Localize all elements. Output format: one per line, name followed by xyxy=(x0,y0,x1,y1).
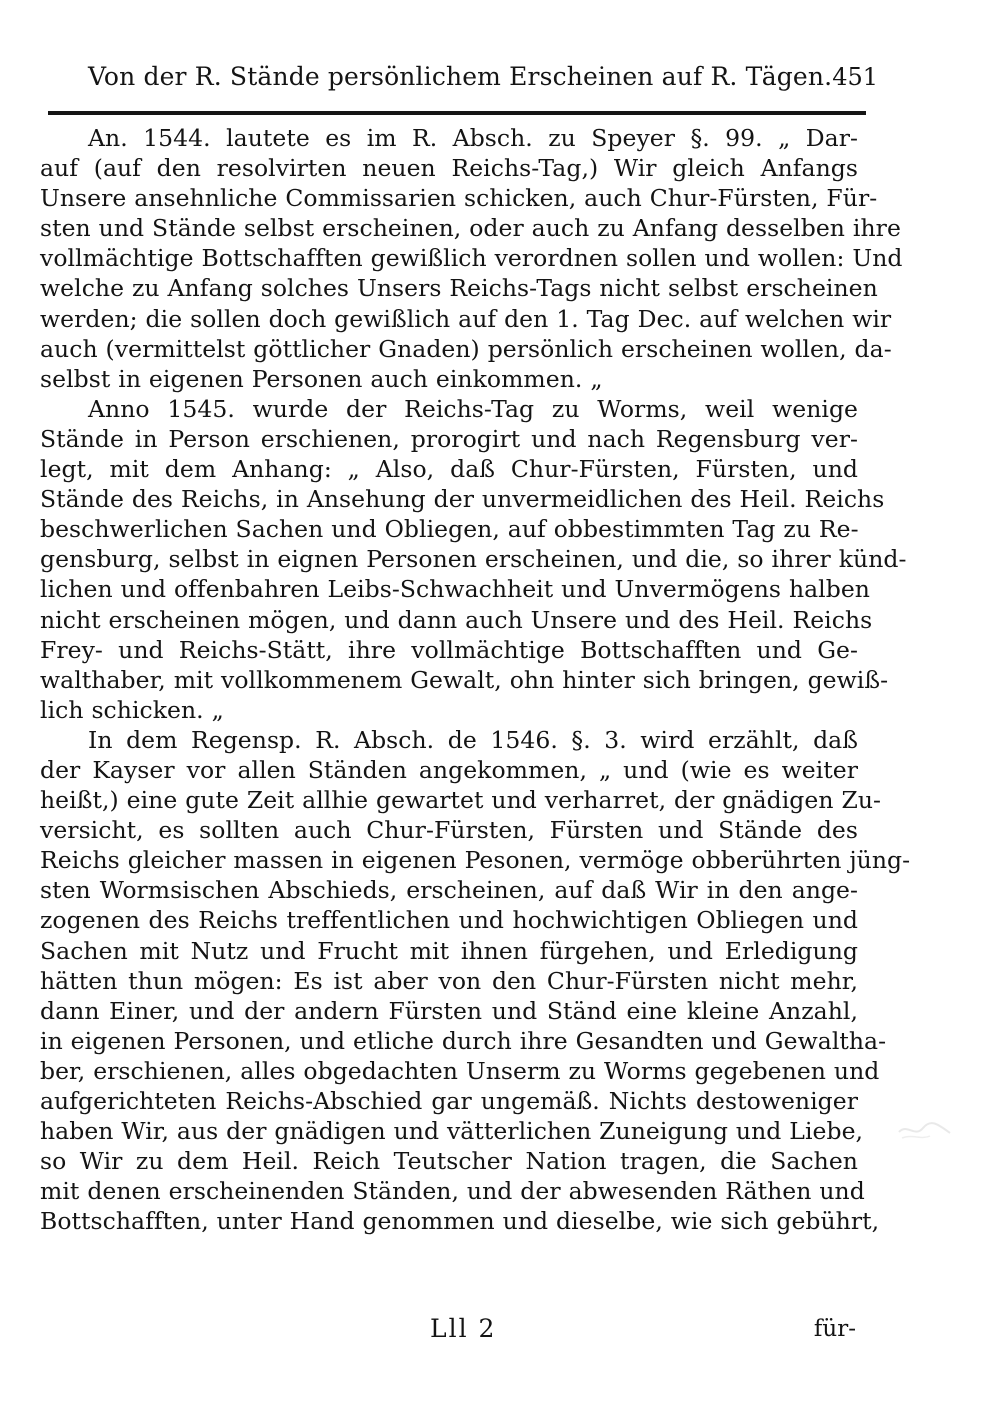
text-line: In dem Regensp. R. Absch. de 1546. §. 3. wird erzählt, daß xyxy=(88,725,858,754)
running-head: Von der R. Stände persönlichem Erscheinen auf R. Tägen. xyxy=(88,62,833,91)
text-line: vollmächtige Bottschafften gewißlich verordnen sollen und wollen: Und xyxy=(40,244,903,273)
text-line: Stände des Reichs, in Ansehung der unvermeidlichen des Heil. Reichs xyxy=(40,485,885,514)
text-line: Sachen mit Nutz und Frucht mit ihnen fürgehen, und Erledigung xyxy=(40,936,858,965)
main-text xyxy=(40,123,911,1236)
paper-smudge xyxy=(895,1118,955,1144)
text-line: zogenen des Reichs treffentlichen und hochwichtigen Obliegen und xyxy=(40,906,858,935)
text-line: selbst in eigenen Personen auch einkommen. „ xyxy=(40,364,603,393)
text-line: Reichs gleicher massen in eigenen Pesonen, vermöge obberührten jüng- xyxy=(40,846,911,875)
text-line: hätten thun mögen: Es ist aber von den Chur-Fürsten nicht mehr, xyxy=(40,966,858,995)
text-line: welche zu Anfang solches Unsers Reichs-Tags nicht selbst erscheinen xyxy=(40,274,878,303)
text-line: in eigenen Personen, und etliche durch ihre Gesandten und Gewaltha- xyxy=(40,1026,887,1055)
text-line: sten Wormsischen Abschieds, erscheinen, auf daß Wir in den ange- xyxy=(40,876,858,905)
text-line: nicht erscheinen mögen, und dann auch Unsere und des Heil. Reichs xyxy=(40,605,873,634)
text-line: An. 1544. lautete es im R. Absch. zu Speyer §. 99. „ Dar- xyxy=(88,124,858,152)
text-line: mit denen erscheinenden Ständen, und der abwesenden Räthen und xyxy=(40,1177,865,1206)
text-line: haben Wir, aus der gnädigen und vätterlichen Zuneigung und Liebe, xyxy=(40,1117,864,1146)
text-line: Unsere ansehnliche Commissarien schicken, auch Chur-Fürsten, Für- xyxy=(40,184,878,213)
header-rule xyxy=(48,111,866,115)
text-line: Stände in Person erschienen, prorogirt und nach Regensburg ver- xyxy=(40,424,858,453)
text-line: gensburg, selbst in eignen Personen erscheinen, und die, so ihrer künd- xyxy=(40,545,907,574)
text-line: auch (vermittelst göttlicher Gnaden) persönlich erscheinen wollen, da- xyxy=(40,334,892,363)
text-line: heißt,) eine gute Zeit allhie gewartet und verharret, der gnädigen Zu- xyxy=(40,786,882,815)
text-line: Frey- und Reichs-Stätt, ihre vollmächtige Bottschafften und Ge- xyxy=(40,635,858,664)
text-line: sten und Stände selbst erscheinen, oder auch zu Anfang desselben ihre xyxy=(40,214,901,243)
text-line: lichen und offenbahren Leibs-Schwachheit und Unvermögens halben xyxy=(40,575,870,604)
text-line: legt, mit dem Anhang: „ Also, daß Chur-Fürsten, Fürsten, und xyxy=(40,455,858,484)
text-line: versicht, es sollten auch Chur-Fürsten, Fürsten und Stände des xyxy=(40,816,858,845)
text-line: beschwerlichen Sachen und Obliegen, auf obbestimmten Tag zu Re- xyxy=(40,515,859,544)
text-line: aufgerichteten Reichs-Abschied gar ungemäß. Nichts destoweniger xyxy=(40,1087,858,1115)
page-number: 451 xyxy=(832,63,878,91)
text-line: walthaber, mit vollkommenem Gewalt, ohn hinter sich bringen, gewiß- xyxy=(40,665,889,694)
page-footer xyxy=(0,1314,1000,1346)
text-line: auf (auf den resolvirten neuen Reichs-Tag,) Wir gleich Anfangs xyxy=(40,154,858,183)
text-line: der Kayser vor allen Ständen angekommen, „ und (wie es weiter xyxy=(40,755,858,784)
text-line: lich schicken. „ xyxy=(40,695,224,724)
catchword: für- xyxy=(813,1316,856,1342)
page-header xyxy=(88,62,878,96)
text-line: so Wir zu dem Heil. Reich Teutscher Nation tragen, die Sachen xyxy=(40,1147,858,1176)
text-line: werden; die sollen doch gewißlich auf den 1. Tag Dec. auf welchen wir xyxy=(40,304,892,333)
text-line: ber, erschienen, alles obgedachten Unserm zu Worms gegebenen und xyxy=(40,1056,880,1085)
text-line: Bottschafften, unter Hand genommen und dieselbe, wie sich gebührt, xyxy=(40,1207,880,1236)
text-line: dann Einer, und der andern Fürsten und Ständ eine kleine Anzahl, xyxy=(40,996,858,1025)
signature-mark: Lll 2 xyxy=(430,1314,497,1343)
text-line: Anno 1545. wurde der Reichs-Tag zu Worms, weil wenige xyxy=(88,394,858,423)
